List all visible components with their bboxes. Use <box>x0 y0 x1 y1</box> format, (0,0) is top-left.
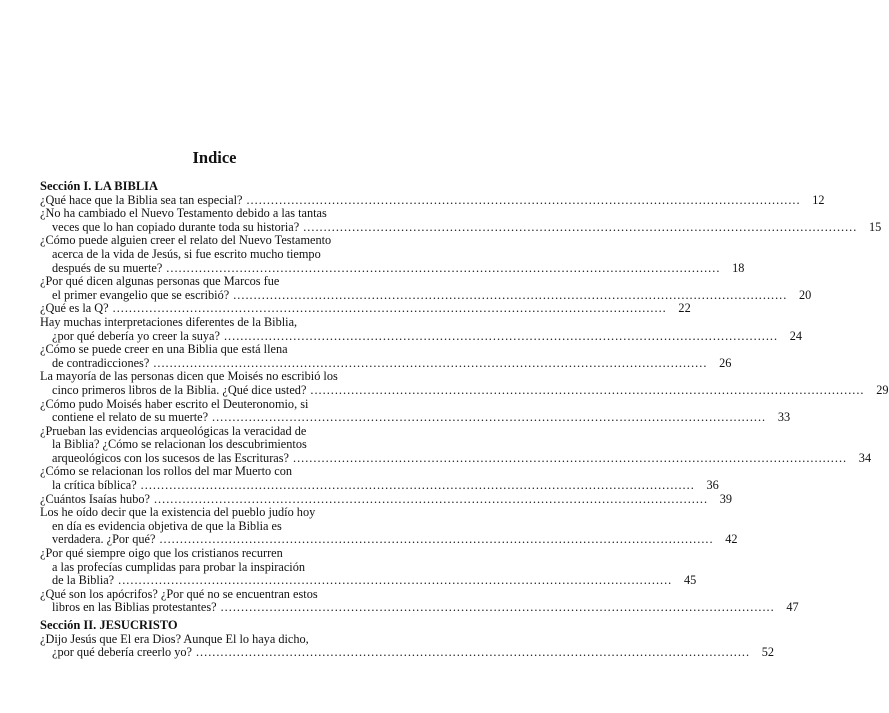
toc-entry[interactable] <box>40 192 825 208</box>
toc-entry-text: contiene el relato de su muerte? <box>52 410 209 425</box>
toc-entry-text: en día es evidencia objetiva de que la Biblia es <box>52 518 282 533</box>
page-title: Indice <box>192 148 237 167</box>
toc-entry-text: ¿Cuántos Isaías hubo? <box>40 491 150 506</box>
dot-leader <box>166 262 720 276</box>
page-number: 20 <box>799 287 812 302</box>
toc-entry-text: ¿por qué debería yo creer la suya? <box>52 328 220 343</box>
toc-entry-text: de la Biblia? <box>52 573 115 588</box>
toc-entry-text: ¿Prueban las evidencias arqueológicas la veracidad de <box>40 423 307 438</box>
section-heading: Sección II. JESUCRISTO <box>40 618 178 632</box>
toc-entry-text: verdadera. ¿Por qué? <box>52 532 156 547</box>
toc-entry[interactable] <box>40 631 775 660</box>
toc-entry[interactable] <box>40 505 738 547</box>
page-number: 29 <box>876 382 889 397</box>
page-number: 47 <box>786 600 799 615</box>
page-number: 45 <box>683 573 697 588</box>
toc-entry[interactable] <box>40 314 803 343</box>
page-number: 26 <box>719 355 732 370</box>
dot-leader <box>159 533 713 547</box>
toc-entry-text: ¿Qué son los apócrifos? ¿Por qué no se encuentran estos <box>40 586 318 601</box>
toc-entry-text: cinco primeros libros de la Biblia. ¿Qué dice usted? <box>52 382 307 397</box>
toc-entry-text: libros en las Biblias protestantes? <box>52 600 217 615</box>
toc-entry-text: arqueológicos con los sucesos de las Escrituras? <box>52 450 289 465</box>
dot-leader <box>154 493 708 507</box>
page-number: 18 <box>732 260 745 275</box>
table-of-contents <box>40 179 889 660</box>
toc-entry-text: la Biblia? ¿Cómo se relacionan los descubrimientos <box>52 437 307 452</box>
dot-leader <box>196 646 750 660</box>
dot-leader <box>212 411 766 425</box>
toc-entry-text: la crítica bíblica? <box>52 478 137 493</box>
toc-entry-text: ¿No ha cambiado el Nuevo Testamento debido a las tantas <box>40 206 327 221</box>
dot-leader <box>233 289 787 303</box>
toc-entry[interactable] <box>40 464 719 493</box>
page-number: 52 <box>761 645 775 660</box>
page-number: 39 <box>719 491 733 506</box>
dot-leader <box>310 384 864 398</box>
dot-leader <box>113 302 667 316</box>
page-number: 33 <box>777 410 791 425</box>
toc-entry-text: ¿Qué es la Q? <box>40 301 109 316</box>
toc-entry[interactable] <box>40 396 791 425</box>
toc-entry-text: ¿Dijo Jesús que El era Dios? Aunque El lo haya dicho, <box>40 631 309 646</box>
dot-leader <box>224 330 778 344</box>
toc-entry[interactable] <box>40 342 732 370</box>
dot-leader <box>153 357 707 371</box>
page-number: 34 <box>858 450 872 465</box>
page-number: 22 <box>678 301 691 316</box>
dot-leader <box>118 574 672 588</box>
toc-entry-text: ¿Por qué siempre oigo que los cristianos recurren <box>40 546 283 561</box>
page-number: 36 <box>706 478 719 493</box>
toc-entry[interactable] <box>40 301 691 316</box>
page-number: 15 <box>869 219 882 234</box>
toc-entry[interactable] <box>40 546 697 588</box>
toc-entry-text: Los he oído decir que la existencia del pueblo judío hoy <box>40 505 316 520</box>
toc-entry-text: La mayoría de las personas dicen que Moisés no escribió los <box>40 369 338 384</box>
toc-entry[interactable] <box>40 491 733 507</box>
toc-entry[interactable] <box>40 369 889 397</box>
toc-entry-text: Hay muchas interpretaciones diferentes de la Biblia, <box>40 314 298 329</box>
dot-leader <box>221 601 775 615</box>
toc-entry[interactable] <box>40 423 872 466</box>
toc-entry-text: el primer evangelio que se escribió? <box>52 287 230 302</box>
page-number: 24 <box>789 328 803 343</box>
toc-entry-text: acerca de la vida de Jesús, si fue escrito mucho tiempo <box>52 246 321 261</box>
toc-entry-text: ¿Por qué dicen algunas personas que Marcos fue <box>40 274 280 289</box>
toc-entry-text: ¿Cómo puede alguien creer el relato del Nuevo Testamento <box>40 233 332 248</box>
toc-entry-text: ¿Qué hace que la Biblia sea tan especial? <box>40 192 243 207</box>
toc-entry-text: veces que lo han copiado durante toda su historia? <box>52 219 300 234</box>
dot-leader <box>293 452 847 466</box>
toc-entry-text: ¿Cómo pudo Moisés haber escrito el Deuteronomio, si <box>40 396 309 411</box>
toc-entry-text: de contradicciones? <box>52 355 150 370</box>
page-number: 42 <box>725 532 738 547</box>
toc-entry-text: ¿Cómo se puede creer en una Biblia que está llena <box>40 342 288 357</box>
toc-entry-text: después de su muerte? <box>52 260 163 275</box>
dot-leader <box>303 221 857 235</box>
dot-leader <box>246 194 800 208</box>
toc-entry-text: ¿Cómo se relacionan los rollos del mar Muerto con <box>40 464 293 479</box>
toc-entry[interactable] <box>40 274 812 302</box>
section-heading: Sección I. LA BIBLIA <box>40 179 159 193</box>
toc-entry-text: ¿por qué debería creerlo yo? <box>52 645 192 660</box>
toc-entry-text: a las profecías cumplidas para probar la inspiración <box>52 559 306 574</box>
toc-entry[interactable] <box>40 206 882 234</box>
dot-leader <box>141 479 695 493</box>
toc-entry[interactable] <box>40 233 745 275</box>
toc-entry[interactable] <box>40 586 799 615</box>
page-number: 12 <box>812 192 825 207</box>
